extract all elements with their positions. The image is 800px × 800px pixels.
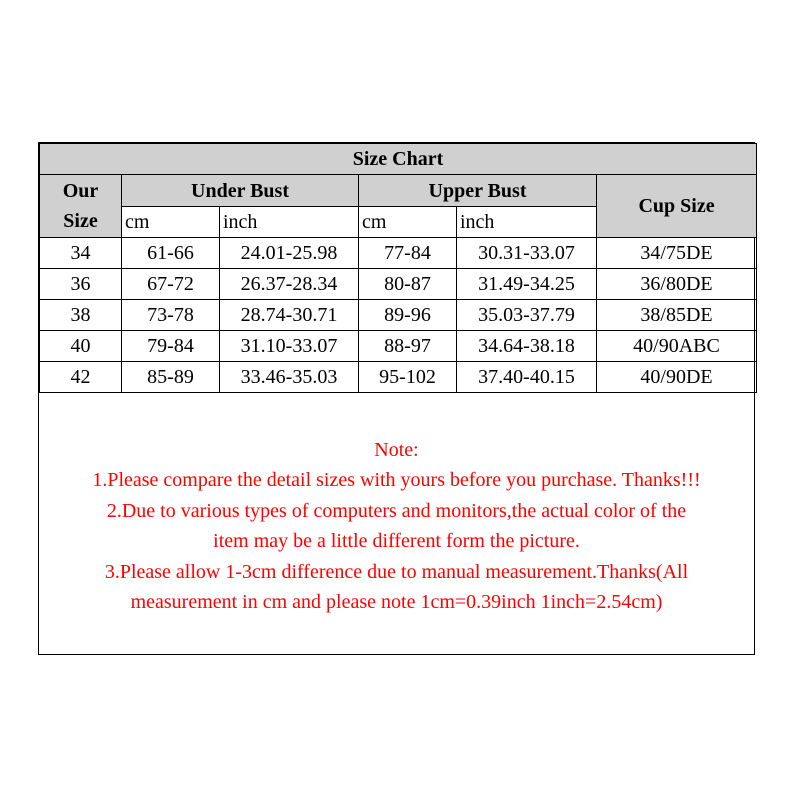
our-size-header-line2: Size: [63, 210, 98, 232]
upper-bust-inch-cell: 35.03-37.79: [457, 300, 597, 331]
our-size-header-line1: Our: [62, 180, 99, 202]
table-row: [40, 362, 757, 393]
size-cell: 40: [40, 331, 122, 362]
note-line: 1.Please compare the detail sizes with yours before you purchase. Thanks!!!: [92, 469, 701, 492]
cup-size-cell: 36/80DE: [597, 269, 757, 300]
size-cell: 34: [40, 238, 122, 269]
upper-bust-cm-cell: 89-96: [359, 300, 457, 331]
under-bust-cm-cell: 79-84: [122, 331, 220, 362]
note-block: [39, 435, 754, 617]
upper-bust-cm-cell: 80-87: [359, 269, 457, 300]
note-line: item may be a little different form the picture.: [213, 530, 580, 553]
size-table: [39, 143, 757, 393]
under-bust-inch-cell: 28.74-30.71: [220, 300, 359, 331]
under-bust-inch-cell: 33.46-35.03: [220, 362, 359, 393]
size-cell: 38: [40, 300, 122, 331]
cup-size-header: Cup Size: [597, 175, 757, 238]
under-bust-inch-cell: 31.10-33.07: [220, 331, 359, 362]
upper-bust-inch-cell: 31.49-34.25: [457, 269, 597, 300]
under-bust-cm-cell: 73-78: [122, 300, 220, 331]
size-chart: [38, 142, 755, 655]
upper-bust-cm-cell: 88-97: [359, 331, 457, 362]
upper-bust-inch-cell: 37.40-40.15: [457, 362, 597, 393]
note-line: measurement in cm and please note 1cm=0.39inch 1inch=2.54cm): [130, 591, 663, 614]
note-line: 2.Due to various types of computers and monitors,the actual color of the: [106, 499, 687, 522]
table-row: [40, 331, 757, 362]
table-row: [40, 300, 757, 331]
upper-bust-header: Upper Bust: [359, 175, 597, 207]
upper-bust-inch-cell: 30.31-33.07: [457, 238, 597, 269]
upper-bust-inch-cell: 34.64-38.18: [457, 331, 597, 362]
under-bust-inch-header: inch: [220, 207, 359, 238]
size-cell: 36: [40, 269, 122, 300]
upper-bust-cm-header: cm: [359, 207, 457, 238]
under-bust-cm-cell: 61-66: [122, 238, 220, 269]
upper-bust-inch-header: inch: [457, 207, 597, 238]
under-bust-header: Under Bust: [122, 175, 359, 207]
chart-title: Size Chart: [40, 144, 757, 175]
cup-size-cell: 40/90DE: [597, 362, 757, 393]
cup-size-cell: 38/85DE: [597, 300, 757, 331]
under-bust-inch-cell: 24.01-25.98: [220, 238, 359, 269]
cup-size-cell: 40/90ABC: [597, 331, 757, 362]
our-size-header: [40, 175, 122, 238]
upper-bust-cm-cell: 77-84: [359, 238, 457, 269]
note-line: 3.Please allow 1-3cm difference due to manual measurement.Thanks(All: [104, 560, 689, 583]
under-bust-cm-cell: 85-89: [122, 362, 220, 393]
under-bust-cm-cell: 67-72: [122, 269, 220, 300]
table-row: [40, 269, 757, 300]
size-cell: 42: [40, 362, 122, 393]
under-bust-inch-cell: 26.37-28.34: [220, 269, 359, 300]
note-heading: Note:: [374, 439, 419, 461]
under-bust-cm-header: cm: [122, 207, 220, 238]
table-row: [40, 238, 757, 269]
upper-bust-cm-cell: 95-102: [359, 362, 457, 393]
cup-size-cell: 34/75DE: [597, 238, 757, 269]
